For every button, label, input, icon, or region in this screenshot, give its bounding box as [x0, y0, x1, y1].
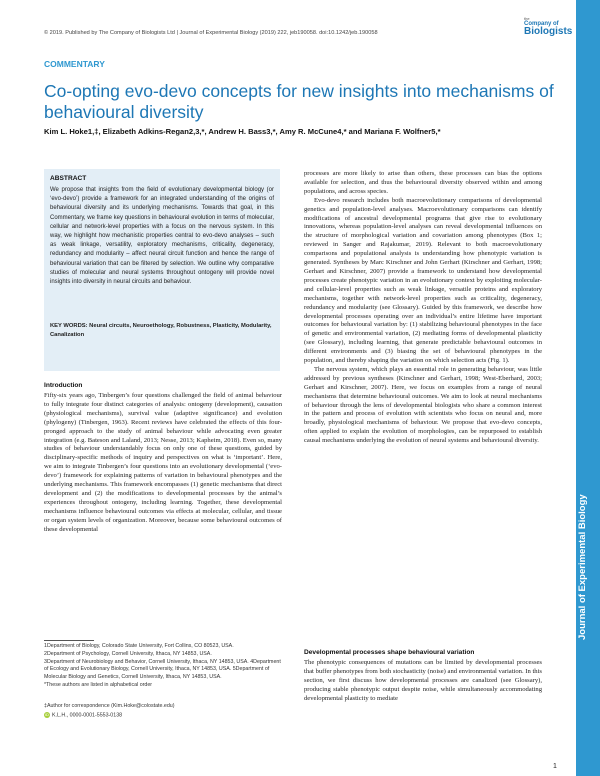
orcid-line[interactable]: [44, 712, 282, 718]
article-type: COMMENTARY: [44, 59, 105, 69]
logo-company: Company of: [524, 21, 559, 27]
affiliation-item: 3Department of Neurobiology and Behavior, Cornell University, Ithaca, NY 14853, USA. 4Department of Ecology and Evolutionary Biology, Cornell University, Ithaca, NY 14853, USA. 5Department of Molecular Biology and Genetics, Cornell University, Ithaca, NY 14853, USA.: [44, 658, 281, 681]
article-title: Co-opting evo-devo concepts for new insights into mechanisms of behavioural diversity: [44, 81, 554, 122]
orcid-text: K.L.H., 0000-0001-5553-0138: [52, 712, 123, 719]
orcid-icon: iD: [45, 712, 49, 717]
journal-side-bar: [576, 0, 600, 776]
page-number: 1: [553, 763, 557, 770]
footnote-divider: [44, 640, 94, 641]
journal-side-label-text: Journal of Experimental Biology: [577, 494, 588, 640]
logo-the: the: [524, 16, 530, 21]
introduction-text: Fifty-six years ago, Tinbergen’s four questions challenged the field of animal behaviour to fully integrate four distinct categories of analysis: ontogeny (development), causation (physiological mechanisms), survival value (adaptive significance) and evolution (phylogeny) (Tinbergen, 1963). Recent reviews have celebrated the effects of this four-pronged approach to the study of animal behaviour while advocating even greater integration (e.g. Bateson and Laland, 2013; Nesse, 2013; Kapheim, 2018). Even so, many studies of behaviour understandably focus on only one of these questions, guided by disciplinary-specific methods of inquiry and perspectives on what is ‘important’. Here, we aim to integrate Tinbergen’s four questions into an evolutionary developmental (‘evo-devo’) framework for explaining patterns of variation in behavioural phenotypes and the underlying mechanisms. This framework encompasses (1) genetic mechanisms that direct development and (2) the modifications to developmental processes by the animal’s experiences throughout ontogeny, including learning. Together, these developmental mechanisms influence behavioural outcomes via effects at molecular, cellular, and tissue or organ system levels of organization. Moreover, because some behavioural outcomes of these developmental: [44, 392, 282, 533]
keywords: KEY WORDS: Neural circuits, Neuroethology, Robustness, Plasticity, Modularity, Canalization: [50, 323, 272, 338]
paragraph: processes are more likely to arise than others, these processes can bias the options available for selection, and thus the behavioural diversity observed within and among populations, and across species.: [304, 170, 542, 195]
paragraph: Evo-devo research includes both macroevolutionary comparisons of developmental genetics and population-level analyses. Macroevolutionary comparisons can identify modifications of ancestral developmental programs that give rise to evolutionary innovations, whereas population-level analyses can reveal developmental influences on the structure of morphological variation and covariation among phenotypes (Box 1; reviewed in Sanger and Rajakumar, 2019). Relevant to both macroevolutionary comparisons and populational analysis is understanding how phenotypic variation is generated. Syntheses by Marc Kirschner and John Gerhart (Kirschner and Gerhart, 1998; Gerhart and Kirschner, 2007) provide a framework to understand how developmental processes create phenotypic variation in an evolutionary context by exploiting molecular- and cellular-level properties such as weak linkage, versatile proteins and exploratory mechanisms, together with network-level properties such as criticality, degeneracy, redundancy and modularity (see Glossary). Guided by this framework, we describe how developmental processes operating over an individual’s entire lifetime have important outcomes for behavioural variation by: (1) stabilizing behavioural phenotypes in the face of genetic and environmental variation, (2) mediating forms of developmental plasticity (see Glossary), including learning, that generate predictable behavioural outcomes in different environments and (3) biasing the set of behavioural phenotypes in the population, and thereby shaping the variation on which selection acts (Fig. 1).: [304, 196, 542, 365]
company-of-biologists-logo: [524, 16, 573, 44]
affiliation-item: 2Department of Psychology, Cornell University, Ithaca, NY 14853, USA.: [44, 650, 212, 657]
logo-biologists: Biologists: [524, 26, 573, 37]
affiliations: [44, 643, 282, 690]
affiliation-item: 1Department of Biology, Colorado State University, Fort Collins, CO 80523, USA.: [44, 643, 234, 649]
introduction-heading: Introduction: [44, 382, 83, 389]
section-heading: Developmental processes shape behavioural variation: [304, 649, 475, 656]
section-text: The phenotypic consequences of mutations can be limited by developmental processes that buffer phenotypes from both stochasticity (noise) and environmental variation. In this section, we first discuss how developmental processes are canalized (see Glossary), producing stable phenotypic output despite noise, while simultaneously accommodating developmental plasticity to mediate: [304, 659, 542, 702]
affiliation-item: *These authors are listed in alphabetical order: [44, 681, 153, 688]
right-column: [304, 170, 542, 446]
correspondence-email[interactable]: ‡Author for correspondence (Kim.Hoke@colostate.edu): [44, 703, 175, 709]
journal-header-line: © 2019. Published by The Company of Biologists Ltd | Journal of Experimental Biology (2019) 222, jeb190058. doi:10.1242/jeb.190058: [44, 30, 378, 36]
abstract-heading: ABSTRACT: [50, 175, 87, 182]
author-list: Kim L. Hoke1,‡, Elizabeth Adkins-Regan2,3,*, Andrew H. Bass3,*, Amy R. McCune4,* and Mariana F. Wolfner5,*: [44, 127, 441, 136]
paragraph: The nervous system, which plays an essential role in generating behaviour, was little addressed by previous syntheses (Kirschner and Gerhart, 1998; West-Eberhard, 2003; Gerhart and Kirschner, 2007). Here, we focus on examples from a range of neural mechanisms that determine behavioural outcomes. We aim to look at neural mechanisms of behaviour through the lens of developmental biologists who share a common interest in the pattern and process of evolution with scientists who focus on neural and, more broadly, physiological mechanisms of behaviour. We propose that evo-devo concepts, often applied to explain the evolution of morphologies, can be repurposed to establish causal mechanisms underlying the evolution of neural systems and behavioural diversity.: [304, 365, 542, 445]
abstract-text: We propose that insights from the field of evolutionary developmental biology (or ‘evo-devo’) provide a framework for an integrated understanding of the origins of behavioural diversity and its underlying mechanisms. Towards that goal, in this Commentary, we frame key questions in behavioural evolution in terms of molecular, cellular and network-level properties with a focus on the nervous system. In this way, we highlight how mechanistic properties central to evo-devo analyses – such as weak linkage, versatility, exploratory mechanisms, criticality, degeneracy, redundancy and modularity – affect neural circuit function and hence the range of behavioural variation that can be filtered by selection. We outline why comparative studies of molecular and neural systems throughout ontogeny will provide novel insights into diversity in neural circuits and behaviour.: [50, 187, 274, 286]
